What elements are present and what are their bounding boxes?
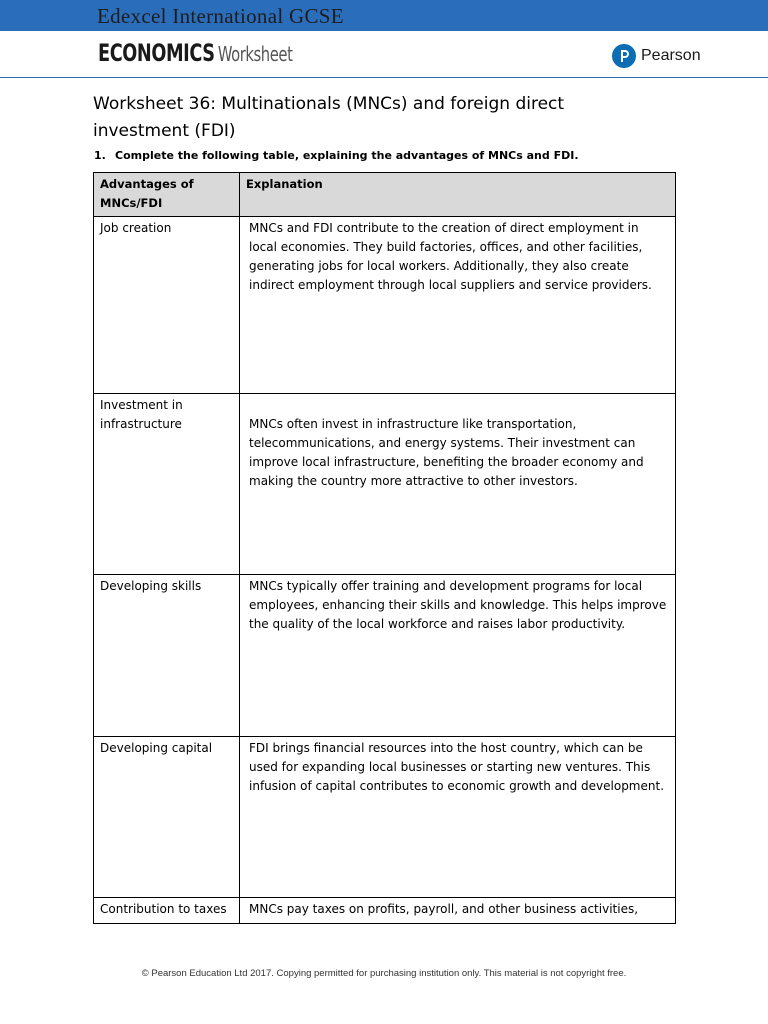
header-explanation: Explanation (240, 173, 676, 217)
question-instruction (94, 149, 579, 162)
table-row (94, 737, 676, 898)
advantage-cell: Contribution to taxes (94, 898, 240, 924)
table-row (94, 575, 676, 737)
advantage-cell: Developing skills (94, 575, 240, 737)
pearson-brand-text: Pearson (641, 47, 701, 64)
top-banner (0, 0, 768, 31)
advantage-cell: Job creation (94, 217, 240, 394)
subject-title (98, 39, 292, 67)
explanation-cell: MNCs pay taxes on profits, payroll, and other business activities, (240, 898, 676, 924)
table-header-row (94, 173, 676, 217)
subject-name: ECONOMICS (98, 39, 215, 67)
explanation-cell: MNCs typically offer training and development programs for local employees, enhancing their skills and knowledge. This helps improve the quality of the local workforce and raises labor productivity. (240, 575, 676, 737)
table-row (94, 217, 676, 394)
explanation-cell: MNCs often invest in infrastructure like transportation, telecommunications, and energy systems. Their investment can improve local infrastructure, benefiting the broader economy and making the country more attractive to other investors. (240, 394, 676, 575)
question-number: 1. (94, 149, 106, 162)
pearson-logo (612, 43, 701, 69)
explanation-cell: FDI brings financial resources into the host country, which can be used for expanding local businesses or starting new ventures. This infusion of capital contributes to economic growth and development. (240, 737, 676, 898)
header-advantages: Advantages of MNCs/FDI (94, 173, 240, 217)
worksheet-title: Worksheet 36: Multinationals (MNCs) and foreign direct investment (FDI) (93, 94, 565, 141)
table-row (94, 394, 676, 575)
subject-subtitle: Worksheet (217, 42, 293, 66)
question-text: Complete the following table, explaining the advantages of MNCs and FDI. (115, 149, 579, 162)
advantage-cell: Investment in infrastructure (94, 394, 240, 575)
header-divider (0, 77, 768, 78)
copyright-footer: © Pearson Education Ltd 2017. Copying permitted for purchasing institution only. This material is not copyright free. (141, 968, 627, 979)
advantages-table (93, 172, 676, 924)
page-header (0, 31, 768, 79)
explanation-cell: MNCs and FDI contribute to the creation of direct employment in local economies. They build factories, offices, and other facilities, generating jobs for local workers. Additionally, they also create indirect employment through local suppliers and service providers. (240, 217, 676, 394)
pearson-p-icon (612, 44, 636, 68)
table-row (94, 898, 676, 924)
banner-title: Edexcel International GCSE (97, 4, 344, 28)
advantage-cell: Developing capital (94, 737, 240, 898)
